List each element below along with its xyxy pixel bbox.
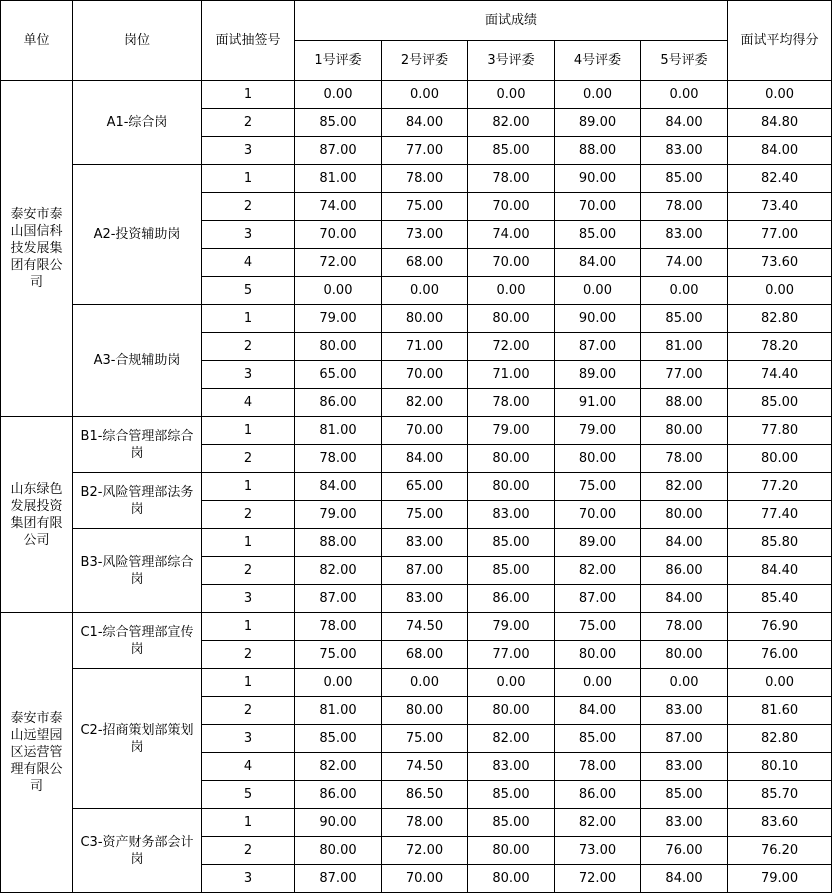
judge-2-score-cell: 83.00 bbox=[382, 585, 468, 613]
judge-5-score-cell: 78.00 bbox=[641, 613, 728, 641]
average-score-cell: 83.60 bbox=[728, 809, 832, 837]
judge-5-score-cell: 78.00 bbox=[641, 445, 728, 473]
judge-2-score-cell: 74.50 bbox=[382, 753, 468, 781]
judge-5-score-cell: 82.00 bbox=[641, 473, 728, 501]
draw-number-cell: 3 bbox=[202, 585, 295, 613]
judge-4-score-cell: 88.00 bbox=[555, 137, 641, 165]
header-post: 岗位 bbox=[73, 1, 202, 81]
header-judge-1: 1号评委 bbox=[295, 41, 382, 81]
table-header bbox=[1, 1, 832, 81]
judge-3-score-cell: 85.00 bbox=[468, 557, 555, 585]
judge-1-score-cell: 82.00 bbox=[295, 557, 382, 585]
draw-number-cell: 2 bbox=[202, 837, 295, 865]
judge-4-score-cell: 89.00 bbox=[555, 361, 641, 389]
judge-1-score-cell: 79.00 bbox=[295, 501, 382, 529]
table-row bbox=[1, 305, 832, 333]
judge-2-score-cell: 70.00 bbox=[382, 865, 468, 893]
judge-2-score-cell: 84.00 bbox=[382, 109, 468, 137]
judge-3-score-cell: 77.00 bbox=[468, 641, 555, 669]
judge-1-score-cell: 86.00 bbox=[295, 781, 382, 809]
judge-3-score-cell: 85.00 bbox=[468, 809, 555, 837]
judge-2-score-cell: 70.00 bbox=[382, 361, 468, 389]
post-name-cell: B2-风险管理部法务岗 bbox=[73, 473, 202, 529]
draw-number-cell: 2 bbox=[202, 445, 295, 473]
judge-2-score-cell: 78.00 bbox=[382, 809, 468, 837]
table-body bbox=[1, 81, 832, 893]
judge-2-score-cell: 0.00 bbox=[382, 81, 468, 109]
average-score-cell: 82.40 bbox=[728, 165, 832, 193]
judge-2-score-cell: 0.00 bbox=[382, 669, 468, 697]
table-row bbox=[1, 529, 832, 557]
judge-5-score-cell: 84.00 bbox=[641, 865, 728, 893]
draw-number-cell: 3 bbox=[202, 865, 295, 893]
judge-4-score-cell: 70.00 bbox=[555, 193, 641, 221]
draw-number-cell: 2 bbox=[202, 109, 295, 137]
average-score-cell: 77.40 bbox=[728, 501, 832, 529]
judge-1-score-cell: 85.00 bbox=[295, 109, 382, 137]
average-score-cell: 84.40 bbox=[728, 557, 832, 585]
judge-2-score-cell: 87.00 bbox=[382, 557, 468, 585]
judge-2-score-cell: 68.00 bbox=[382, 249, 468, 277]
judge-5-score-cell: 85.00 bbox=[641, 781, 728, 809]
judge-1-score-cell: 88.00 bbox=[295, 529, 382, 557]
judge-4-score-cell: 75.00 bbox=[555, 473, 641, 501]
draw-number-cell: 3 bbox=[202, 725, 295, 753]
judge-2-score-cell: 75.00 bbox=[382, 193, 468, 221]
judge-5-score-cell: 84.00 bbox=[641, 585, 728, 613]
draw-number-cell: 1 bbox=[202, 613, 295, 641]
post-name-cell: C2-招商策划部策划岗 bbox=[73, 669, 202, 809]
header-average-score: 面试平均得分 bbox=[728, 1, 832, 81]
judge-1-score-cell: 80.00 bbox=[295, 837, 382, 865]
judge-4-score-cell: 85.00 bbox=[555, 221, 641, 249]
average-score-cell: 85.00 bbox=[728, 389, 832, 417]
average-score-cell: 79.00 bbox=[728, 865, 832, 893]
judge-2-score-cell: 80.00 bbox=[382, 305, 468, 333]
judge-2-score-cell: 71.00 bbox=[382, 333, 468, 361]
judge-2-score-cell: 82.00 bbox=[382, 389, 468, 417]
judge-5-score-cell: 0.00 bbox=[641, 277, 728, 305]
judge-1-score-cell: 82.00 bbox=[295, 753, 382, 781]
judge-4-score-cell: 0.00 bbox=[555, 277, 641, 305]
judge-4-score-cell: 85.00 bbox=[555, 725, 641, 753]
judge-3-score-cell: 80.00 bbox=[468, 697, 555, 725]
judge-3-score-cell: 83.00 bbox=[468, 501, 555, 529]
judge-1-score-cell: 65.00 bbox=[295, 361, 382, 389]
average-score-cell: 85.80 bbox=[728, 529, 832, 557]
judge-2-score-cell: 70.00 bbox=[382, 417, 468, 445]
draw-number-cell: 5 bbox=[202, 781, 295, 809]
judge-1-score-cell: 87.00 bbox=[295, 137, 382, 165]
judge-3-score-cell: 85.00 bbox=[468, 529, 555, 557]
judge-3-score-cell: 79.00 bbox=[468, 417, 555, 445]
judge-5-score-cell: 83.00 bbox=[641, 697, 728, 725]
judge-3-score-cell: 79.00 bbox=[468, 613, 555, 641]
draw-number-cell: 4 bbox=[202, 753, 295, 781]
judge-5-score-cell: 84.00 bbox=[641, 109, 728, 137]
judge-5-score-cell: 80.00 bbox=[641, 501, 728, 529]
header-judge-2: 2号评委 bbox=[382, 41, 468, 81]
judge-4-score-cell: 87.00 bbox=[555, 333, 641, 361]
judge-3-score-cell: 78.00 bbox=[468, 165, 555, 193]
post-name-cell: A2-投资辅助岗 bbox=[73, 165, 202, 305]
post-name-cell: B3-风险管理部综合岗 bbox=[73, 529, 202, 613]
average-score-cell: 81.60 bbox=[728, 697, 832, 725]
table-row bbox=[1, 81, 832, 109]
judge-4-score-cell: 75.00 bbox=[555, 613, 641, 641]
header-unit: 单位 bbox=[1, 1, 73, 81]
judge-2-score-cell: 83.00 bbox=[382, 529, 468, 557]
average-score-cell: 0.00 bbox=[728, 81, 832, 109]
judge-3-score-cell: 82.00 bbox=[468, 725, 555, 753]
judge-3-score-cell: 80.00 bbox=[468, 305, 555, 333]
post-name-cell: A3-合规辅助岗 bbox=[73, 305, 202, 417]
average-score-cell: 77.20 bbox=[728, 473, 832, 501]
judge-5-score-cell: 83.00 bbox=[641, 137, 728, 165]
judge-1-score-cell: 87.00 bbox=[295, 585, 382, 613]
judge-3-score-cell: 0.00 bbox=[468, 669, 555, 697]
average-score-cell: 0.00 bbox=[728, 277, 832, 305]
judge-1-score-cell: 70.00 bbox=[295, 221, 382, 249]
draw-number-cell: 1 bbox=[202, 669, 295, 697]
average-score-cell: 85.40 bbox=[728, 585, 832, 613]
judge-3-score-cell: 83.00 bbox=[468, 753, 555, 781]
average-score-cell: 82.80 bbox=[728, 725, 832, 753]
draw-number-cell: 3 bbox=[202, 361, 295, 389]
draw-number-cell: 5 bbox=[202, 277, 295, 305]
judge-4-score-cell: 80.00 bbox=[555, 641, 641, 669]
judge-1-score-cell: 74.00 bbox=[295, 193, 382, 221]
average-score-cell: 77.80 bbox=[728, 417, 832, 445]
unit-name-cell: 泰安市泰山远望园区运营管理有限公司 bbox=[1, 613, 73, 893]
judge-4-score-cell: 79.00 bbox=[555, 417, 641, 445]
draw-number-cell: 2 bbox=[202, 557, 295, 585]
table-row bbox=[1, 613, 832, 641]
header-draw-number: 面试抽签号 bbox=[202, 1, 295, 81]
post-name-cell: B1-综合管理部综合岗 bbox=[73, 417, 202, 473]
judge-4-score-cell: 90.00 bbox=[555, 305, 641, 333]
judge-5-score-cell: 78.00 bbox=[641, 193, 728, 221]
average-score-cell: 84.00 bbox=[728, 137, 832, 165]
average-score-cell: 78.20 bbox=[728, 333, 832, 361]
judge-5-score-cell: 74.00 bbox=[641, 249, 728, 277]
average-score-cell: 85.70 bbox=[728, 781, 832, 809]
judge-1-score-cell: 87.00 bbox=[295, 865, 382, 893]
judge-2-score-cell: 86.50 bbox=[382, 781, 468, 809]
judge-1-score-cell: 78.00 bbox=[295, 445, 382, 473]
judge-2-score-cell: 75.00 bbox=[382, 501, 468, 529]
judge-5-score-cell: 83.00 bbox=[641, 221, 728, 249]
header-judge-4: 4号评委 bbox=[555, 41, 641, 81]
judge-5-score-cell: 86.00 bbox=[641, 557, 728, 585]
header-judge-5: 5号评委 bbox=[641, 41, 728, 81]
average-score-cell: 84.80 bbox=[728, 109, 832, 137]
judge-2-score-cell: 80.00 bbox=[382, 697, 468, 725]
judge-1-score-cell: 72.00 bbox=[295, 249, 382, 277]
judge-5-score-cell: 0.00 bbox=[641, 669, 728, 697]
judge-1-score-cell: 0.00 bbox=[295, 277, 382, 305]
table-row bbox=[1, 809, 832, 837]
judge-1-score-cell: 81.00 bbox=[295, 417, 382, 445]
average-score-cell: 82.80 bbox=[728, 305, 832, 333]
unit-name-cell: 山东绿色发展投资集团有限公司 bbox=[1, 417, 73, 613]
judge-3-score-cell: 0.00 bbox=[468, 277, 555, 305]
draw-number-cell: 1 bbox=[202, 165, 295, 193]
judge-1-score-cell: 90.00 bbox=[295, 809, 382, 837]
average-score-cell: 77.00 bbox=[728, 221, 832, 249]
draw-number-cell: 4 bbox=[202, 249, 295, 277]
average-score-cell: 80.00 bbox=[728, 445, 832, 473]
judge-2-score-cell: 65.00 bbox=[382, 473, 468, 501]
judge-3-score-cell: 80.00 bbox=[468, 837, 555, 865]
judge-5-score-cell: 81.00 bbox=[641, 333, 728, 361]
judge-3-score-cell: 80.00 bbox=[468, 865, 555, 893]
draw-number-cell: 1 bbox=[202, 305, 295, 333]
judge-4-score-cell: 0.00 bbox=[555, 669, 641, 697]
judge-1-score-cell: 80.00 bbox=[295, 333, 382, 361]
judge-3-score-cell: 70.00 bbox=[468, 249, 555, 277]
draw-number-cell: 1 bbox=[202, 417, 295, 445]
judge-2-score-cell: 68.00 bbox=[382, 641, 468, 669]
judge-5-score-cell: 88.00 bbox=[641, 389, 728, 417]
average-score-cell: 73.40 bbox=[728, 193, 832, 221]
draw-number-cell: 2 bbox=[202, 697, 295, 725]
judge-3-score-cell: 74.00 bbox=[468, 221, 555, 249]
table-row bbox=[1, 165, 832, 193]
judge-2-score-cell: 84.00 bbox=[382, 445, 468, 473]
judge-4-score-cell: 82.00 bbox=[555, 557, 641, 585]
draw-number-cell: 2 bbox=[202, 333, 295, 361]
judge-2-score-cell: 75.00 bbox=[382, 725, 468, 753]
judge-3-score-cell: 78.00 bbox=[468, 389, 555, 417]
draw-number-cell: 1 bbox=[202, 529, 295, 557]
judge-4-score-cell: 78.00 bbox=[555, 753, 641, 781]
draw-number-cell: 3 bbox=[202, 221, 295, 249]
post-name-cell: A1-综合岗 bbox=[73, 81, 202, 165]
draw-number-cell: 2 bbox=[202, 641, 295, 669]
judge-3-score-cell: 71.00 bbox=[468, 361, 555, 389]
judge-1-score-cell: 86.00 bbox=[295, 389, 382, 417]
average-score-cell: 76.00 bbox=[728, 641, 832, 669]
judge-2-score-cell: 74.50 bbox=[382, 613, 468, 641]
judge-5-score-cell: 80.00 bbox=[641, 641, 728, 669]
judge-1-score-cell: 81.00 bbox=[295, 697, 382, 725]
judge-3-score-cell: 80.00 bbox=[468, 445, 555, 473]
judge-2-score-cell: 78.00 bbox=[382, 165, 468, 193]
draw-number-cell: 4 bbox=[202, 389, 295, 417]
judge-5-score-cell: 83.00 bbox=[641, 753, 728, 781]
judge-3-score-cell: 85.00 bbox=[468, 781, 555, 809]
average-score-cell: 73.60 bbox=[728, 249, 832, 277]
judge-5-score-cell: 85.00 bbox=[641, 305, 728, 333]
header-interview-scores: 面试成绩 bbox=[295, 1, 728, 41]
judge-4-score-cell: 80.00 bbox=[555, 445, 641, 473]
judge-4-score-cell: 91.00 bbox=[555, 389, 641, 417]
judge-3-score-cell: 86.00 bbox=[468, 585, 555, 613]
post-name-cell: C3-资产财务部会计岗 bbox=[73, 809, 202, 893]
judge-4-score-cell: 90.00 bbox=[555, 165, 641, 193]
draw-number-cell: 1 bbox=[202, 809, 295, 837]
table-row bbox=[1, 417, 832, 445]
judge-4-score-cell: 82.00 bbox=[555, 809, 641, 837]
judge-5-score-cell: 85.00 bbox=[641, 165, 728, 193]
judge-3-score-cell: 70.00 bbox=[468, 193, 555, 221]
judge-5-score-cell: 77.00 bbox=[641, 361, 728, 389]
average-score-cell: 76.90 bbox=[728, 613, 832, 641]
post-name-cell: C1-综合管理部宣传岗 bbox=[73, 613, 202, 669]
judge-1-score-cell: 84.00 bbox=[295, 473, 382, 501]
judge-1-score-cell: 81.00 bbox=[295, 165, 382, 193]
judge-5-score-cell: 80.00 bbox=[641, 417, 728, 445]
table-row bbox=[1, 473, 832, 501]
draw-number-cell: 2 bbox=[202, 501, 295, 529]
judge-2-score-cell: 72.00 bbox=[382, 837, 468, 865]
table-row bbox=[1, 669, 832, 697]
unit-name-cell: 泰安市泰山国信科技发展集团有限公司 bbox=[1, 81, 73, 417]
average-score-cell: 0.00 bbox=[728, 669, 832, 697]
judge-3-score-cell: 0.00 bbox=[468, 81, 555, 109]
judge-2-score-cell: 73.00 bbox=[382, 221, 468, 249]
judge-1-score-cell: 78.00 bbox=[295, 613, 382, 641]
judge-4-score-cell: 89.00 bbox=[555, 529, 641, 557]
judge-1-score-cell: 85.00 bbox=[295, 725, 382, 753]
judge-5-score-cell: 87.00 bbox=[641, 725, 728, 753]
judge-4-score-cell: 73.00 bbox=[555, 837, 641, 865]
judge-5-score-cell: 84.00 bbox=[641, 529, 728, 557]
judge-4-score-cell: 86.00 bbox=[555, 781, 641, 809]
judge-1-score-cell: 0.00 bbox=[295, 669, 382, 697]
judge-1-score-cell: 79.00 bbox=[295, 305, 382, 333]
judge-4-score-cell: 84.00 bbox=[555, 249, 641, 277]
draw-number-cell: 2 bbox=[202, 193, 295, 221]
judge-3-score-cell: 80.00 bbox=[468, 473, 555, 501]
judge-2-score-cell: 0.00 bbox=[382, 277, 468, 305]
average-score-cell: 76.20 bbox=[728, 837, 832, 865]
draw-number-cell: 3 bbox=[202, 137, 295, 165]
judge-4-score-cell: 0.00 bbox=[555, 81, 641, 109]
judge-4-score-cell: 89.00 bbox=[555, 109, 641, 137]
judge-5-score-cell: 0.00 bbox=[641, 81, 728, 109]
judge-3-score-cell: 72.00 bbox=[468, 333, 555, 361]
draw-number-cell: 1 bbox=[202, 81, 295, 109]
judge-5-score-cell: 83.00 bbox=[641, 809, 728, 837]
judge-1-score-cell: 75.00 bbox=[295, 641, 382, 669]
draw-number-cell: 1 bbox=[202, 473, 295, 501]
judge-3-score-cell: 82.00 bbox=[468, 109, 555, 137]
judge-4-score-cell: 70.00 bbox=[555, 501, 641, 529]
judge-4-score-cell: 72.00 bbox=[555, 865, 641, 893]
judge-4-score-cell: 87.00 bbox=[555, 585, 641, 613]
average-score-cell: 80.10 bbox=[728, 753, 832, 781]
judge-4-score-cell: 84.00 bbox=[555, 697, 641, 725]
judge-3-score-cell: 85.00 bbox=[468, 137, 555, 165]
judge-1-score-cell: 0.00 bbox=[295, 81, 382, 109]
judge-5-score-cell: 76.00 bbox=[641, 837, 728, 865]
average-score-cell: 74.40 bbox=[728, 361, 832, 389]
header-judge-3: 3号评委 bbox=[468, 41, 555, 81]
judge-2-score-cell: 77.00 bbox=[382, 137, 468, 165]
